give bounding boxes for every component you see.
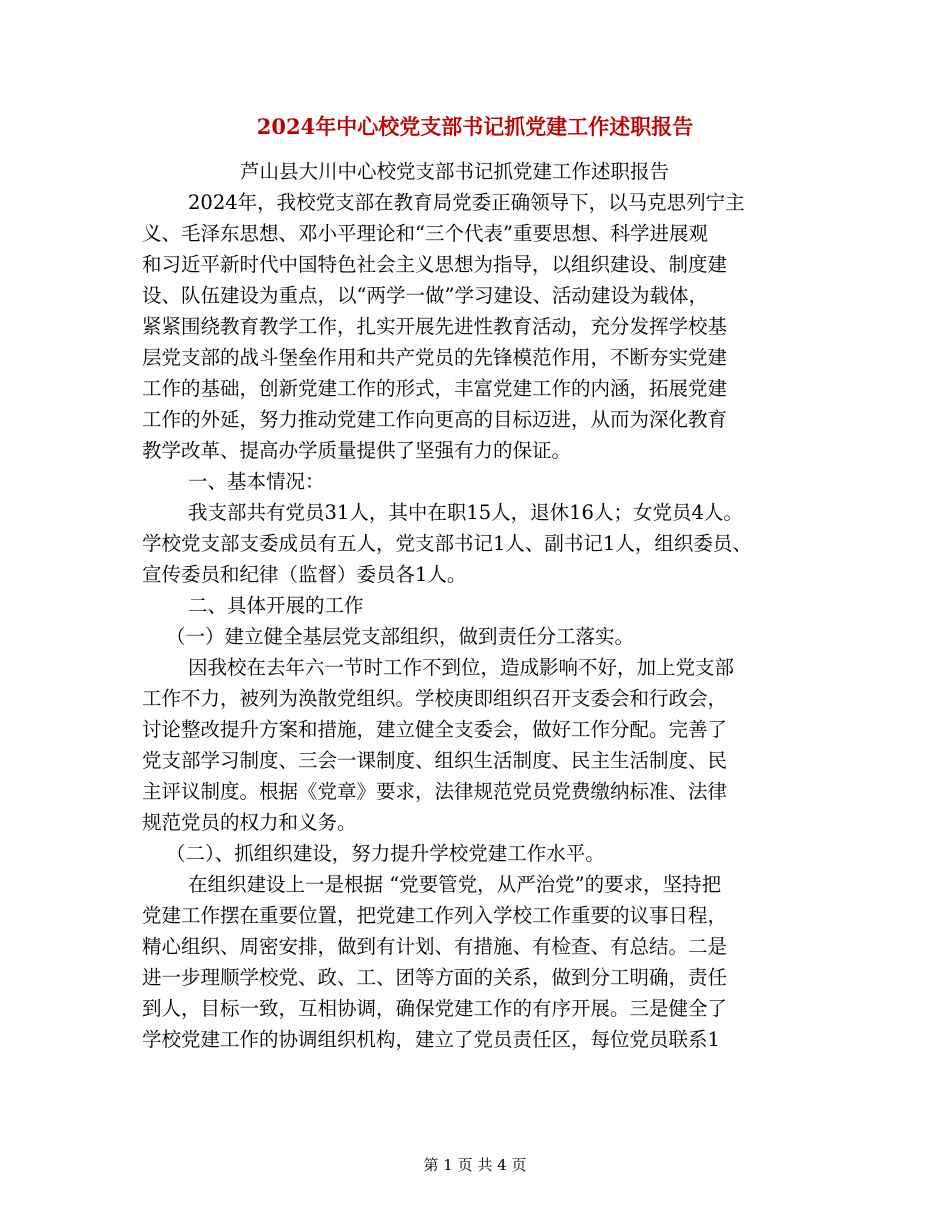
subtitle-line: 芦山县大川中心校党支部书记抓党建工作述职报告	[240, 160, 670, 183]
subsection-heading: （一）建立健全基层党支部组织，做到责任分工落实。	[166, 625, 635, 648]
paragraph-line: 学校党支部支委成员有五人，党支部书记1人、副书记1人，组织委员、	[142, 532, 752, 555]
paragraph-line: 到人，目标一致，互相协调，确保党建工作的有序开展。三是健全了	[142, 997, 728, 1020]
paragraph-line: 工作的外延，努力推动党建工作向更高的目标迈进，从而为深化教育	[142, 408, 728, 431]
paragraph-line: 2024年，我校党支部在教育局党委正确领导下，以马克思列宁主	[188, 191, 745, 214]
document-body	[142, 156, 822, 1055]
paragraph-line: 精心组织、周密安排，做到有计划、有措施、有检查、有总结。二是	[142, 935, 728, 958]
paragraph-line: 层党支部的战斗堡垒作用和共产党员的先锋模范作用，不断夯实党建	[142, 346, 728, 369]
paragraph-line: 设、队伍建设为重点，以“两学一做”学习建设、活动建设为载体，	[142, 284, 708, 307]
paragraph-line: 和习近平新时代中国特色社会主义思想为指导，以组织建设、制度建	[142, 253, 728, 276]
paragraph-line: 工作的基础，创新党建工作的形式，丰富党建工作的内涵，拓展党建	[142, 377, 728, 400]
paragraph-line: 因我校在去年六一节时工作不到位，造成影响不好，加上党支部	[188, 656, 735, 679]
page-footer: 第 1 页 共 4 页	[423, 1156, 527, 1174]
paragraph-line: 规范党员的权力和义务。	[142, 811, 357, 834]
paragraph-line: 主评议制度。根据《党章》要求，法律规范党员党费缴纳标准、法律	[142, 780, 728, 803]
paragraph-line: 进一步理顺学校党、政、工、团等方面的关系，做到分工明确，责任	[142, 966, 728, 989]
paragraph-line: 学校党建工作的协调组织机构，建立了党员责任区，每位党员联系1	[142, 1028, 720, 1051]
paragraph-line: 教学改革、提高办学质量提供了坚强有力的保证。	[142, 439, 572, 462]
section-heading: 一、基本情况：	[188, 470, 325, 493]
paragraph-line: 在组织建设上一是根据 “党要管党，从严治党”的要求，坚持把	[188, 873, 722, 896]
paragraph-line: 讨论整改提升方案和措施，建立健全支委会，做好工作分配。完善了	[142, 718, 728, 741]
document-title: 2024年中心校党支部书记抓党建工作述职报告	[256, 114, 694, 139]
paragraph-line: 紧紧围绕教育教学工作，扎实开展先进性教育活动，充分发挥学校基	[142, 315, 728, 338]
paragraph-line: 工作不力，被列为涣散党组织。学校庚即组织召开支委会和行政会，	[142, 687, 728, 710]
subsection-heading: （二）、抓组织建设，努力提升学校党建工作水平。	[166, 842, 605, 865]
paragraph-line: 我支部共有党员31人，其中在职15人，退休16人；女党员4人。	[188, 501, 743, 524]
paragraph-line: 义、毛泽东思想、邓小平理论和“三个代表”重要思想、科学进展观	[142, 222, 708, 245]
paragraph-line: 宣传委员和纪律（监督）委员各1人。	[142, 563, 467, 586]
section-heading: 二、具体开展的工作	[188, 594, 364, 617]
paragraph-line: 党支部学习制度、三会一课制度、组织生活制度、民主生活制度、民	[142, 749, 728, 772]
paragraph-line: 党建工作摆在重要位置，把党建工作列入学校工作重要的议事日程，	[142, 904, 728, 927]
